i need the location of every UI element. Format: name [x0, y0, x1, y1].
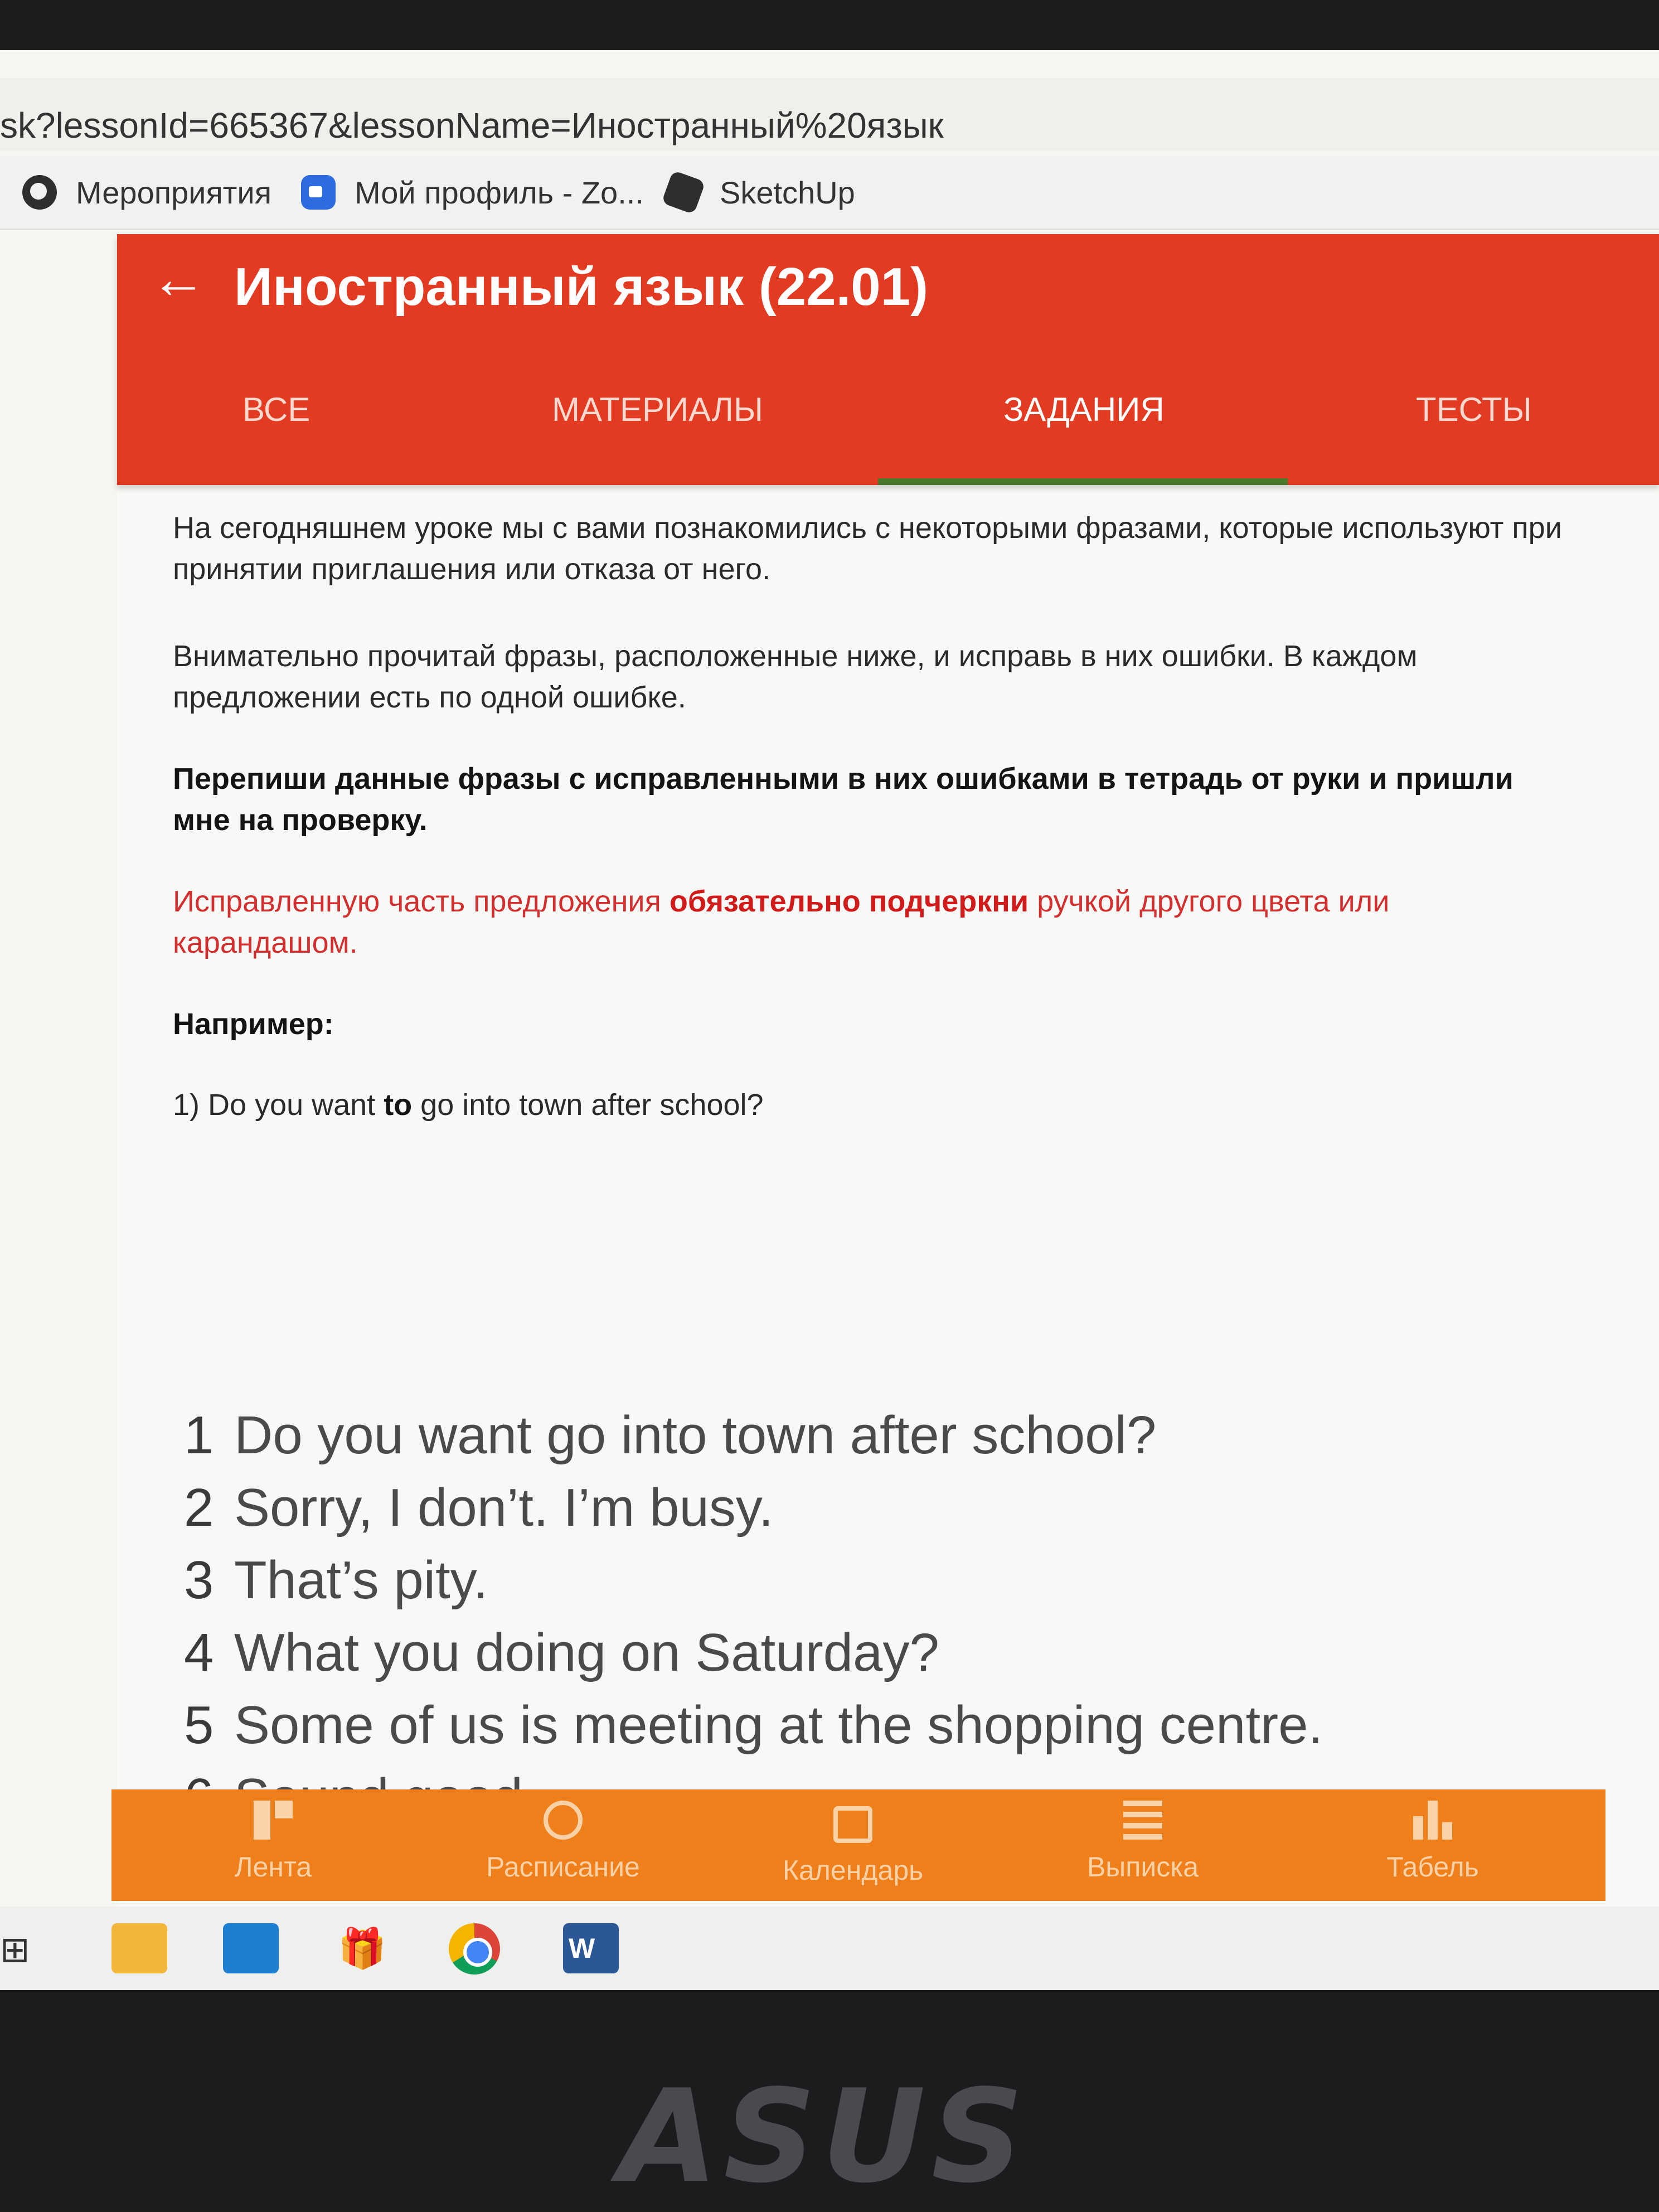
- nav-label: Выписка: [1086, 1851, 1199, 1883]
- active-tab-indicator: [878, 478, 1288, 485]
- nav-calendar[interactable]: [741, 1801, 964, 1886]
- gift-icon[interactable]: 🎁: [338, 1927, 387, 1970]
- bookmarks-bar: [0, 156, 1659, 230]
- mail-icon[interactable]: [223, 1923, 279, 1973]
- nav-gradebook[interactable]: [1321, 1801, 1544, 1883]
- exercise-item: [184, 1550, 488, 1611]
- feed-icon: [254, 1801, 293, 1840]
- intro-text: На сегодняшнем уроке мы с вами познакомились с некоторыми фразами, которые используют при принятии приглашения или отказа от него.: [173, 511, 1562, 586]
- example-heading: Например:: [173, 1007, 334, 1041]
- exercise-number: 1: [184, 1405, 214, 1465]
- instruction-text: Внимательно прочитай фразы, расположенные ниже, и исправь в них ошибки. В каждом предложении есть по одной ошибке.: [173, 639, 1418, 714]
- nav-feed[interactable]: [162, 1801, 385, 1883]
- exercise-text: Sorry, I don’t. I’m busy.: [234, 1478, 774, 1537]
- example-after: go into town after school?: [412, 1088, 764, 1122]
- exercise-number: 3: [184, 1550, 214, 1610]
- exercise-number: 5: [184, 1695, 214, 1755]
- nav-label: Табель: [1386, 1851, 1479, 1883]
- zoom-icon: [301, 175, 336, 210]
- word-icon[interactable]: W: [563, 1923, 619, 1973]
- red-note-end: ручкой другого цвета или карандашом.: [173, 885, 1390, 959]
- exercise-item: [184, 1622, 939, 1684]
- page-title: Иностранный язык (22.01): [234, 257, 929, 317]
- red-note-emphasis: обязательно подчеркни: [669, 885, 1029, 918]
- calendar-icon: [833, 1806, 872, 1843]
- exercise-item: [184, 1695, 1323, 1756]
- back-arrow-icon[interactable]: ←: [151, 248, 206, 310]
- nav-label: Лента: [234, 1851, 312, 1883]
- bar-chart-icon: [1413, 1801, 1452, 1840]
- nav-label: Расписание: [486, 1851, 640, 1883]
- address-bar[interactable]: [0, 78, 1659, 151]
- red-note-start: Исправленную часть предложения: [173, 885, 670, 918]
- bookmark-label: Мероприятия: [76, 174, 272, 210]
- nav-schedule[interactable]: [452, 1801, 675, 1883]
- bookmark-label: Мой профиль - Zo...: [355, 174, 644, 210]
- asus-logo: ASUS: [619, 2063, 1030, 2211]
- lesson-page: [117, 234, 1659, 1990]
- exercise-text: Do you want go into town after school?: [234, 1405, 1157, 1465]
- bottom-navigation: [111, 1789, 1605, 1901]
- tab-tests[interactable]: ТЕСТЫ: [1416, 391, 1532, 428]
- bookmark-sketchup[interactable]: [666, 173, 855, 212]
- tab-materials[interactable]: МАТЕРИАЛЫ: [552, 391, 763, 428]
- bold-instruction-text: Перепиши данные фразы с исправленными в них ошибками в тетрадь от руки и пришли мне на проверку.: [173, 762, 1514, 837]
- nav-label: Календарь: [782, 1855, 924, 1886]
- exercise-text: Some of us is meeting at the shopping centre.: [234, 1695, 1323, 1755]
- red-note: [173, 881, 1578, 963]
- exercise-number: 2: [184, 1478, 214, 1537]
- list-icon: [1123, 1801, 1162, 1840]
- file-explorer-icon[interactable]: [111, 1923, 167, 1973]
- bookmark-label: SketchUp: [720, 174, 855, 210]
- exercise-item: [184, 1477, 773, 1539]
- example-correction: to: [384, 1088, 413, 1122]
- exercise-text: That’s pity.: [234, 1550, 488, 1610]
- url-text[interactable]: sk?lessonId=665367&lessonName=Иностранный%20язык: [0, 105, 944, 145]
- chrome-icon[interactable]: [449, 1923, 500, 1975]
- example-sentence: [173, 1084, 1578, 1126]
- tab-all[interactable]: ВСЕ: [242, 391, 311, 428]
- globe-icon: [22, 175, 57, 210]
- task-view-icon[interactable]: ⊞: [0, 1929, 30, 1970]
- bookmark-zoom-profile[interactable]: [301, 173, 644, 212]
- lesson-header: [117, 234, 1659, 485]
- exercise-item: [184, 1405, 1156, 1466]
- windows-taskbar: [0, 1907, 1659, 1990]
- exercise-number: 4: [184, 1623, 214, 1682]
- alarm-clock-icon: [544, 1801, 583, 1840]
- exercise-text: What you doing on Saturday?: [234, 1623, 939, 1682]
- sketchup-icon: [661, 170, 705, 214]
- screen: [0, 50, 1659, 1990]
- example-before: 1) Do you want: [173, 1088, 384, 1122]
- tab-assignments[interactable]: ЗАДАНИЯ: [1003, 391, 1165, 428]
- nav-statement[interactable]: [1031, 1801, 1254, 1883]
- bookmark-events[interactable]: [22, 173, 271, 212]
